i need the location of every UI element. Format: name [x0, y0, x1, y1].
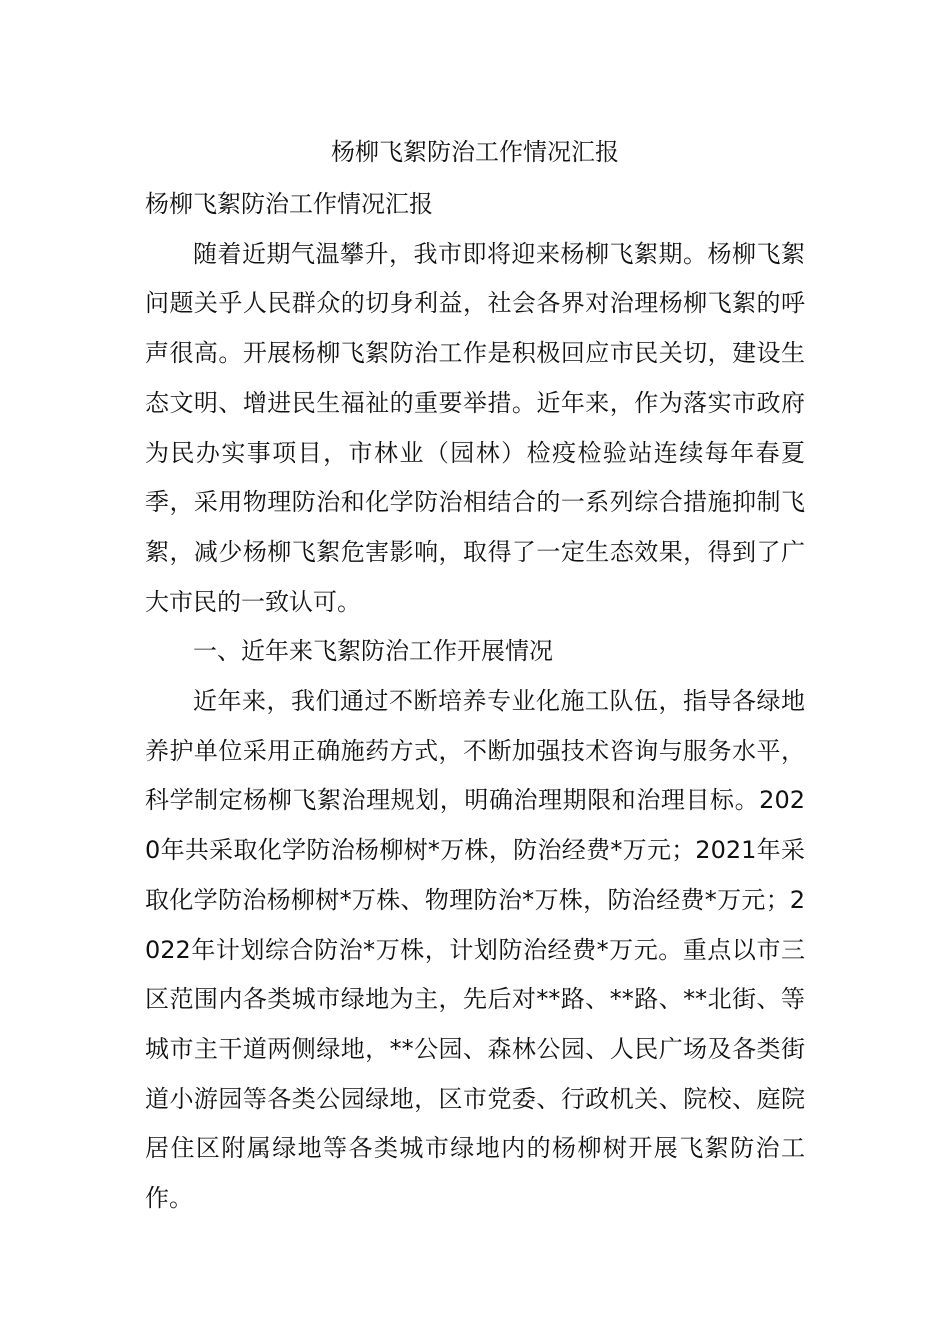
intro-paragraph: 随着近期气温攀升，我市即将迎来杨柳飞絮期。杨柳飞絮问题关乎人民群众的切身利益，社会各界对治理杨柳飞絮的呼声很高。开展杨柳飞絮防治工作是积极回应市民关切，建设生态文明、增进民生福祉的重要举措。近年来，作为落实市政府为民办实事项目，市林业（园林）检疫检验站连续每年春夏季，采用物理防治和化学防治相结合的一系列综合措施抑制飞絮，减少杨柳飞絮危害影响，取得了一定生态效果，得到了广大市民的一致认可。: [145, 239, 805, 616]
document-subtitle: 杨柳飞絮防治工作情况汇报: [145, 190, 433, 218]
document-body: [145, 180, 805, 1224]
document-title: 杨柳飞絮防治工作情况汇报: [331, 138, 619, 166]
section-body-paragraph: 近年来，我们通过不断培养专业化施工队伍，指导各绿地养护单位采用正确施药方式，不断加强技术咨询与服务水平，科学制定杨柳飞絮治理规划，明确治理期限和治理目标。2020年共采取化学防治杨柳树*万株，防治经费*万元；2021年采取化学防治杨柳树*万株、物理防治*万株，防治经费*万元；2022年计划综合防治*万株，计划防治经费*万元。重点以市三区范围内各类城市绿地为主，先后对**路、**路、**北街、等城市主干道两侧绿地，**公园、森林公园、人民广场及各类街道小游园等各类公园绿地，区市党委、行政机关、院校、庭院居住区附属绿地等各类城市绿地内的杨柳树开展飞絮防治工作。: [145, 687, 805, 1213]
section-heading: 一、近年来飞絮防治工作开展情况: [193, 637, 553, 666]
